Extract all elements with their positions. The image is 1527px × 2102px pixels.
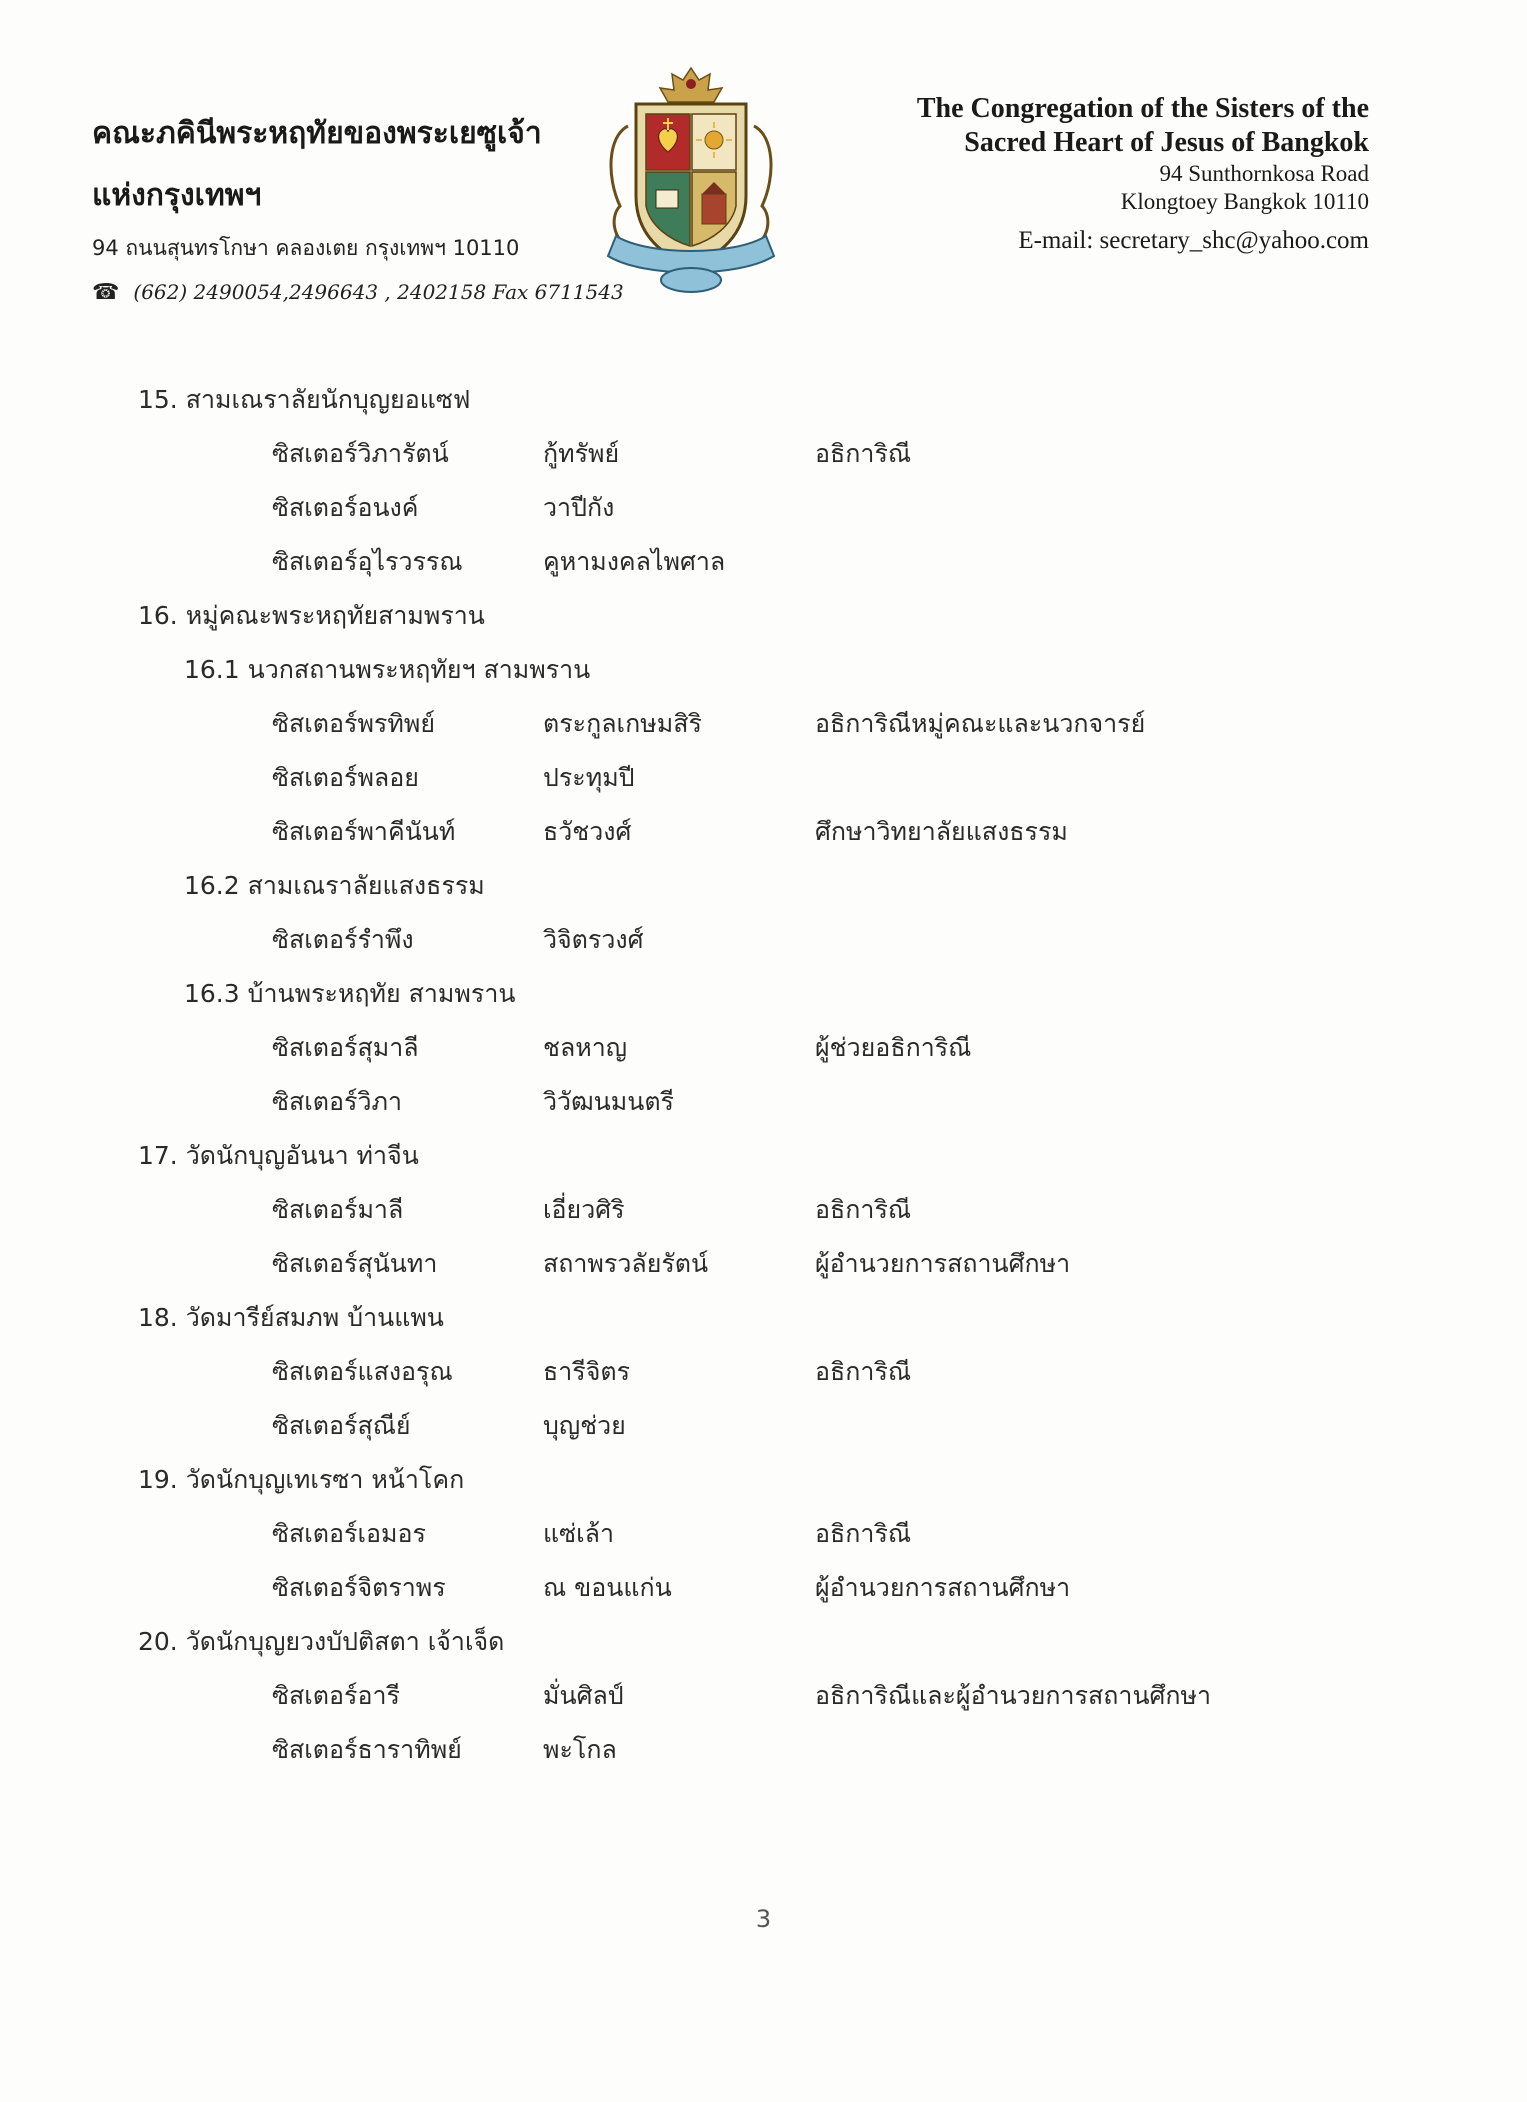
member-role: อธิการิณี <box>815 1357 912 1386</box>
member-name: ซิสเตอร์อนงค์ <box>272 493 419 522</box>
subsection-heading: 16.2 สามเณราลัยแสงธรรม <box>184 871 485 900</box>
member-surname: ประทุมปี <box>543 763 635 792</box>
member-role: ศึกษาวิทยาลัยแสงธรรม <box>815 817 1068 846</box>
english-letterhead <box>849 92 1369 256</box>
member-name: ซิสเตอร์สุมาลี <box>272 1033 419 1062</box>
member-role: ผู้อำนวยการสถานศึกษา <box>815 1249 1071 1278</box>
telephone-icon: ☎ <box>92 280 120 305</box>
member-surname: สถาพรวลัยรัตน์ <box>543 1249 709 1278</box>
member-name: ซิสเตอร์วิภา <box>272 1087 403 1116</box>
member-role: อธิการิณี <box>815 1195 912 1224</box>
english-org-name-line1: The Congregation of the Sisters of the <box>916 93 1369 124</box>
member-surname: กู้ทรัพย์ <box>543 439 620 468</box>
member-surname: ธวัชวงศ์ <box>543 817 632 846</box>
english-address-line2: Klongtoey Bangkok 10110 <box>1120 189 1369 214</box>
member-surname: ตระกูลเกษมสิริ <box>543 709 702 738</box>
member-surname: วิจิตรวงศ์ <box>543 925 644 954</box>
member-name: ซิสเตอร์พรทิพย์ <box>272 709 435 738</box>
section-heading: 19. วัดนักบุญเทเรซา หน้าโคก <box>138 1465 465 1494</box>
member-surname: มั่นศิลป์ <box>543 1681 624 1710</box>
member-role: อธิการิณี <box>815 439 912 468</box>
member-name: ซิสเตอร์วิภารัตน์ <box>272 439 449 468</box>
member-surname: บุญช่วย <box>543 1411 626 1440</box>
member-surname: เอี่ยวศิริ <box>543 1195 625 1224</box>
member-name: ซิสเตอร์อุไรวรรณ <box>272 547 463 576</box>
member-name: ซิสเตอร์มาลี <box>272 1195 404 1224</box>
member-role: อธิการิณี <box>815 1519 912 1548</box>
member-surname: ณ ขอนแก่น <box>543 1573 672 1602</box>
subsection-heading: 16.1 นวกสถานพระหฤทัยฯ สามพราน <box>184 655 591 684</box>
member-surname: วาปีกัง <box>543 493 615 522</box>
member-surname: วิวัฒนมนตรี <box>543 1087 674 1116</box>
member-role: อธิการิณีและผู้อำนวยการสถานศึกษา <box>815 1681 1212 1710</box>
page-number: 3 <box>755 1905 772 1933</box>
member-name: ซิสเตอร์พลอย <box>272 763 419 792</box>
section-heading: 16. หมู่คณะพระหฤทัยสามพราน <box>138 601 485 630</box>
member-role: อธิการิณีหมู่คณะและนวกจารย์ <box>815 709 1146 738</box>
member-role: ผู้ช่วยอธิการิณี <box>815 1033 972 1062</box>
subsection-heading: 16.3 บ้านพระหฤทัย สามพราน <box>184 979 516 1008</box>
member-name: ซิสเตอร์พาคีนันท์ <box>272 817 456 846</box>
thai-address: 94 ถนนสุนทรโกษา คลองเตย กรุงเทพฯ 10110 <box>92 236 520 260</box>
member-name: ซิสเตอร์อารี <box>272 1681 400 1710</box>
member-name: ซิสเตอร์สุณีย์ <box>272 1411 411 1440</box>
english-org-name-line2: Sacred Heart of Jesus of Bangkok <box>964 127 1369 158</box>
member-surname: ธารีจิตร <box>543 1357 631 1386</box>
english-address-line1: 94 Sunthornkosa Road <box>1159 161 1369 186</box>
member-surname: คูหามงคลไพศาล <box>543 547 726 576</box>
section-heading: 17. วัดนักบุญอันนา ท่าจีน <box>138 1141 419 1170</box>
section-heading: 18. วัดมารีย์สมภพ บ้านแพน <box>138 1303 444 1332</box>
member-name: ซิสเตอร์รำพึง <box>272 925 414 954</box>
member-name: ซิสเตอร์เอมอร <box>272 1519 426 1548</box>
section-heading: 15. สามเณราลัยนักบุญยอแซฟ <box>138 385 471 414</box>
phone-fax-line <box>92 280 624 305</box>
member-name: ซิสเตอร์จิตราพร <box>272 1573 446 1602</box>
phone-fax-text: (662) 2490054,2496643 , 2402158 Fax 6711543 <box>133 280 624 304</box>
thai-org-name-line1: คณะภคินีพระหฤทัยของพระเยซูเจ้า <box>92 116 542 151</box>
member-role: ผู้อำนวยการสถานศึกษา <box>815 1573 1071 1602</box>
email-line: E-mail: secretary_shc@yahoo.com <box>1018 227 1369 254</box>
member-surname: ชลหาญ <box>543 1033 628 1062</box>
member-surname: พะโกล <box>543 1735 617 1764</box>
member-name: ซิสเตอร์แสงอรุณ <box>272 1357 453 1386</box>
member-name: ซิสเตอร์สุนันทา <box>272 1249 438 1278</box>
member-surname: แซ่เล้า <box>543 1519 614 1548</box>
section-heading: 20. วัดนักบุญยวงบัปติสตา เจ้าเจ็ด <box>138 1627 505 1656</box>
thai-org-name-line2: แห่งกรุงเทพฯ <box>92 178 262 213</box>
member-name: ซิสเตอร์ธาราทิพย์ <box>272 1735 462 1764</box>
congregation-crest-icon <box>598 66 784 298</box>
